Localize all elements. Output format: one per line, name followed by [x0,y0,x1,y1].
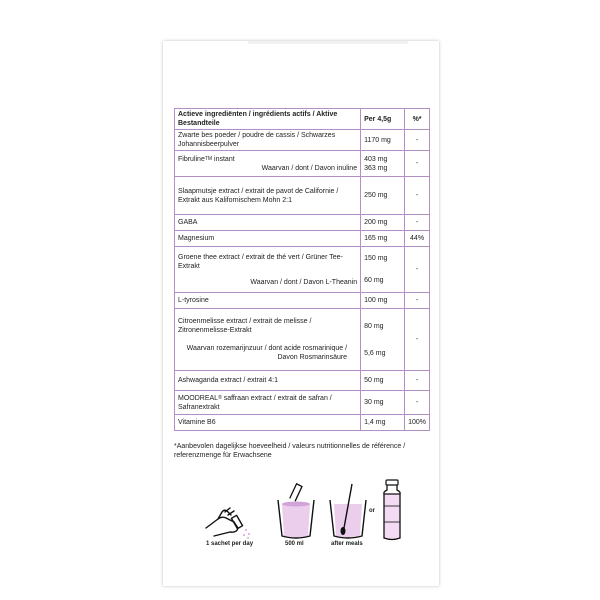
table-row [175,415,430,431]
row-amount-sub: 60 mg [364,277,384,284]
row-name: Groene thee extract / extrait de thé vert / Grüner Tee-Extrakt [178,253,343,270]
row-name-cell [175,247,361,293]
row-amount: 250 mg [361,177,405,215]
table-row [175,215,430,231]
row-percent: - [405,309,430,371]
step-meals-label: after meals [331,541,363,547]
row-name: MOODREAL [178,394,219,402]
row-amount: 150 mg [364,255,388,262]
row-name-cell [175,151,361,177]
header-amount: Per 4,5g [361,109,405,130]
row-percent: 100% [405,415,430,431]
row-percent: 44% [405,231,430,247]
row-amount: 165 mg [361,231,405,247]
row-percent: - [405,177,430,215]
row-name-cell [175,309,361,371]
row-name: L-tyrosine [175,293,361,309]
row-name: GABA [175,215,361,231]
footnote: *Aanbevolen dagelijkse hoeveelheid / valeurs nutritionnelles de référence / referenzmenge für Erwachsene [174,443,406,459]
row-name: Citroenmelisse extract / extrait de melisse / Zitronenmelisse-Extrakt [178,318,312,334]
row-amount: 30 mg [361,391,405,415]
row-percent: - [405,371,430,391]
trademark-mark: TM [204,155,213,162]
row-amount: 1170 mg [361,130,405,151]
step-volume-label: 500 ml [285,541,304,547]
row-name: Magnesium [175,231,361,247]
row-amount: 100 mg [361,293,405,309]
row-amount: 80 mg [364,322,384,330]
row-percent: - [405,391,430,415]
row-name: Slaapmutsje extract / extrait de pavot de Californie / Extrakt aus Kalifornischem Mohn 2:1 [175,177,361,215]
row-sub: Waarvan / dont / Davon inuline [261,164,358,172]
row-name-suffix: instant [212,155,235,163]
row-name: Vitamine B6 [175,415,361,431]
glass-spoon-icon [326,480,370,540]
step-sachet-label: 1 sachet per day [206,541,254,547]
table-row [175,231,430,247]
glass-water-icon [274,480,318,540]
row-name-suffix: saffraan extract / extrait de safran / Safranextrakt [178,394,332,411]
row-sub: Waarvan / dont / Davon L-Theanin [250,278,358,286]
panel-tab [248,41,408,44]
or-label: or [369,508,375,514]
row-amount: 200 mg [361,215,405,231]
row-name: Fibruline [178,155,205,163]
table-row [175,293,430,309]
row-amount: 403 mg [364,155,388,163]
row-amount-cell [361,151,405,177]
row-amount: 50 mg [361,371,405,391]
row-amount-sub: 363 mg [364,164,388,172]
row-amount-sub: 5,6 mg [364,349,386,357]
table-row [175,247,430,293]
nutrition-table [174,108,430,431]
row-name: Ashwaganda extract / extrait 4:1 [175,371,361,391]
table-row [175,309,430,371]
table-row [175,391,430,415]
row-name: Zwarte bes poeder / poudre de cassis / Schwarzes Johannisbeerpulver [175,130,361,151]
header-ingredient: Actieve ingrediënten / ingrédients actifs / Aktive Bestandteile [175,109,361,130]
row-percent: - [405,130,430,151]
table-row [175,151,430,177]
row-amount: 1,4 mg [361,415,405,431]
row-amount-cell [361,309,405,371]
sachet-hand-icon [204,506,254,540]
row-percent: - [405,215,430,231]
row-amount-cell [361,247,405,293]
table-row [175,177,430,215]
bottle-icon [379,478,405,542]
row-percent: - [405,151,430,177]
table-header-row [175,109,430,130]
row-sub: Waarvan rozemarijnzuur / dont acide rosmarinique / Davon Rosmarinsäure [186,345,348,361]
table-row [175,130,430,151]
table-row [175,371,430,391]
registered-mark: ® [218,394,222,401]
row-name-cell [175,391,361,415]
row-percent: - [405,293,430,309]
row-percent: - [405,247,430,293]
header-percent: %* [405,109,430,130]
usage-instructions [174,478,430,558]
